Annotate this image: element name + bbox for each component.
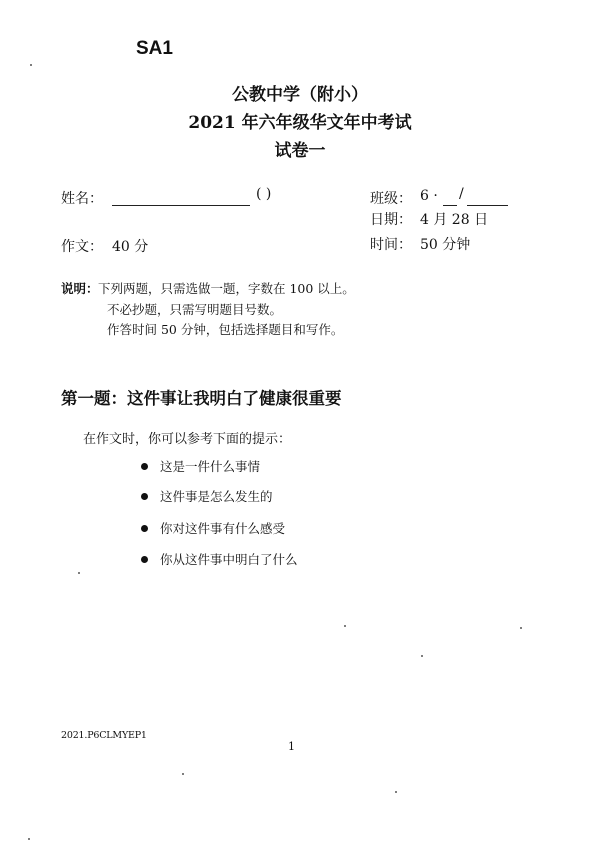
class-number-blank-line[interactable] [467, 205, 508, 206]
scan-speck [520, 627, 522, 629]
scan-speck [344, 625, 346, 627]
footer-paper-code: 2021.P6CLMYEP1 [61, 730, 147, 741]
scan-speck [30, 64, 32, 66]
class-value: 6 · [420, 188, 438, 204]
hint-item [141, 550, 298, 568]
exam-title: 2021 年六年级华文年中考试 [188, 113, 412, 133]
bullet-icon [141, 556, 148, 563]
composition-marks: 40 分 [112, 239, 149, 255]
name-blank-line[interactable] [112, 205, 250, 206]
date-value: 4 月 28 日 [420, 212, 489, 228]
hint-item [141, 487, 273, 505]
class-blank-line[interactable] [443, 205, 457, 206]
hint-text: 这是一件什么事情 [160, 459, 261, 474]
scan-speck [421, 655, 423, 657]
instructions-label: 说明： [61, 281, 99, 296]
page-number: 1 [288, 740, 295, 753]
sa1-label: SA1 [136, 38, 173, 59]
instruction-line: 下列两题，只需选做一题，字数在 100 以上。 [98, 281, 355, 296]
scan-speck [78, 572, 80, 574]
paper-title: 试卷一 [274, 141, 326, 161]
hint-item [141, 519, 285, 537]
school-name: 公教中学（附小） [232, 85, 368, 105]
index-number-parentheses[interactable]: ( ) [256, 186, 272, 202]
bullet-icon [141, 525, 148, 532]
bullet-icon [141, 493, 148, 500]
name-label: 姓名： [61, 191, 103, 207]
scan-speck [182, 773, 184, 775]
hint-text: 这件事是怎么发生的 [160, 489, 273, 504]
instruction-line: 作答时间 50 分钟，包括选择题目和写作。 [107, 322, 344, 337]
class-slash: / [459, 186, 464, 202]
hint-text: 你对这件事有什么感受 [160, 521, 286, 536]
bullet-icon [141, 463, 148, 470]
class-label: 班级： [370, 191, 412, 207]
hint-item [141, 457, 260, 475]
date-label: 日期： [370, 212, 412, 228]
hint-intro: 在作文时，你可以参考下面的提示： [83, 432, 292, 447]
time-label: 时间： [370, 237, 412, 253]
time-value: 50 分钟 [420, 237, 471, 253]
scan-speck [395, 791, 397, 793]
question-title: 第一题：这件事让我明白了健康很重要 [61, 389, 342, 408]
composition-label: 作文： [61, 239, 103, 255]
scan-speck [28, 838, 30, 840]
instruction-line: 不必抄题，只需写明题目号数。 [107, 302, 283, 317]
hint-text: 你从这件事中明白了什么 [160, 552, 298, 567]
